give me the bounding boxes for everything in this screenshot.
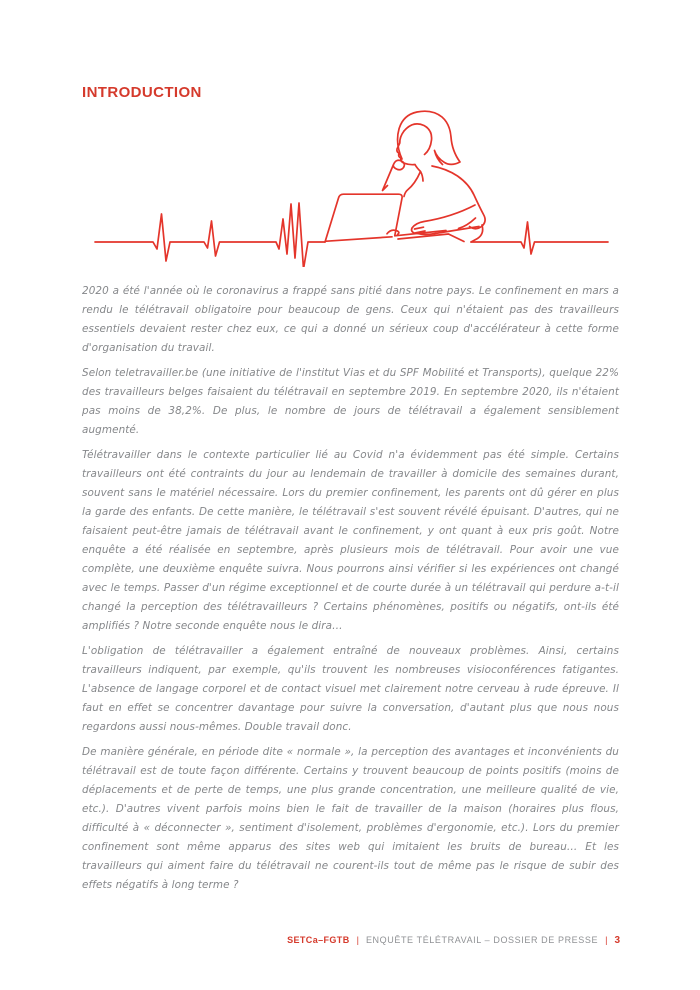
laptop-icon	[325, 194, 402, 242]
article-body	[82, 282, 619, 901]
telework-illustration-svg	[80, 107, 620, 267]
paragraph-1: 2020 a été l'année où le coronavirus a frappé sans pitié dans notre pays. Le confinement en mars a rendu le télétravail obligatoire pour beaucoup de gens. Ceux qui n'étaient pas des travailleurs essentiels devaient rester chez eux, ce qui a donné un sérieux coup d'accélérateur à cette forme d'organisation du travail.	[82, 285, 619, 354]
footer-brand: SETCa–FGTB	[287, 935, 350, 945]
paragraph-2: Selon teletravailler.be (une initiative de l'institut Vias et du SPF Mobilité et Transports), quelque 22% des travailleurs belges faisaient du télétravail en septembre 2019. En septembre 2020, ils n'étaient pas moins de 38,2%. De plus, le nombre de jours de télétravail a également sensiblement augmenté.	[82, 367, 619, 436]
woman-forearm-hands	[387, 205, 479, 235]
laptop-keyboard	[395, 231, 464, 242]
woman-back-arm	[432, 166, 485, 229]
woman-hair	[398, 111, 460, 164]
paragraph-4: L'obligation de télétravailler a également entraîné de nouveaux problèmes. Ainsi, certains travailleurs indiquent, par exemple, qu'ils trouvent les nombreuses visioconférences fatigantes. L'absence de langage corporel et de contact visuel met clairement notre cerveau à rude épreuve. Il faut en effet se concentrer davantage pour suivre la conversation, d'autant plus que nous nous regardons aussi nous-mêmes. Double travail donc.	[82, 645, 619, 733]
ecg-line-right	[471, 222, 608, 254]
paragraph-3: Télétravailler dans le contexte particulier lié au Covid n'a évidemment pas été simple. Certains travailleurs ont été contraints du jour au lendemain de travailler à domicile des semaines durant, souvent sans le matériel nécessaire. Lors du premier confinement, les parents ont dû gérer en plus la garde des enfants. De cette manière, le télétravail s'est souvent révélé épuisant. D'autres, qui ne faisaient peut-être jamais de télétravail avant le confinement, y ont quant à eux pris goût. Notre enquête a été réalisée en septembre, après plusieurs mois de télétravail. Pour avoir une vue complète, une deuxième enquête suivra. Nous pourrons ainsi vérifier si les expériences ont changé avec le temps. Passer d'un régime exceptionnel et de courte durée à un télétravail qui perdure a-t-il changé la perception des télétravailleurs ? Certains phénomènes, positifs ou négatifs, ont-ils été amplifiés ? Notre seconde enquête nous le dira…	[82, 449, 619, 632]
footer-separator-icon: |	[605, 935, 608, 945]
footer-page-number: 3	[614, 935, 620, 946]
woman-hand-pen	[383, 160, 405, 190]
ecg-line-left	[95, 203, 325, 267]
page-footer	[287, 935, 620, 946]
telework-illustration	[80, 107, 620, 267]
page-title: INTRODUCTION	[82, 84, 202, 101]
woman-chest	[404, 172, 421, 197]
footer-doc-title: ENQUÊTE TÉLÉTRAVAIL – DOSSIER DE PRESSE	[365, 935, 599, 945]
paragraph-5: De manière générale, en période dite « normale », la perception des avantages et inconvénients du télétravail est de toute façon différente. Certains y trouvent beaucoup de points positifs (moins de déplacements et de perte de temps, une plus grande concentration, une meilleure qualité de vie, etc.). D'autres vivent parfois moins bien le fait de travailler de la maison (horaires plus flous, difficulté à « déconnecter », sentiment d'isolement, problèmes d'ergonomie, etc.). Lors du premier confinement sont même apparus des sites web qui imitaient les bruits de bureau… Et les travailleurs qui aiment faire du télétravail ne courent-ils tout de même pas le risque de subir des effets négatifs à long terme ?	[82, 746, 619, 891]
footer-separator-icon: |	[356, 935, 359, 945]
